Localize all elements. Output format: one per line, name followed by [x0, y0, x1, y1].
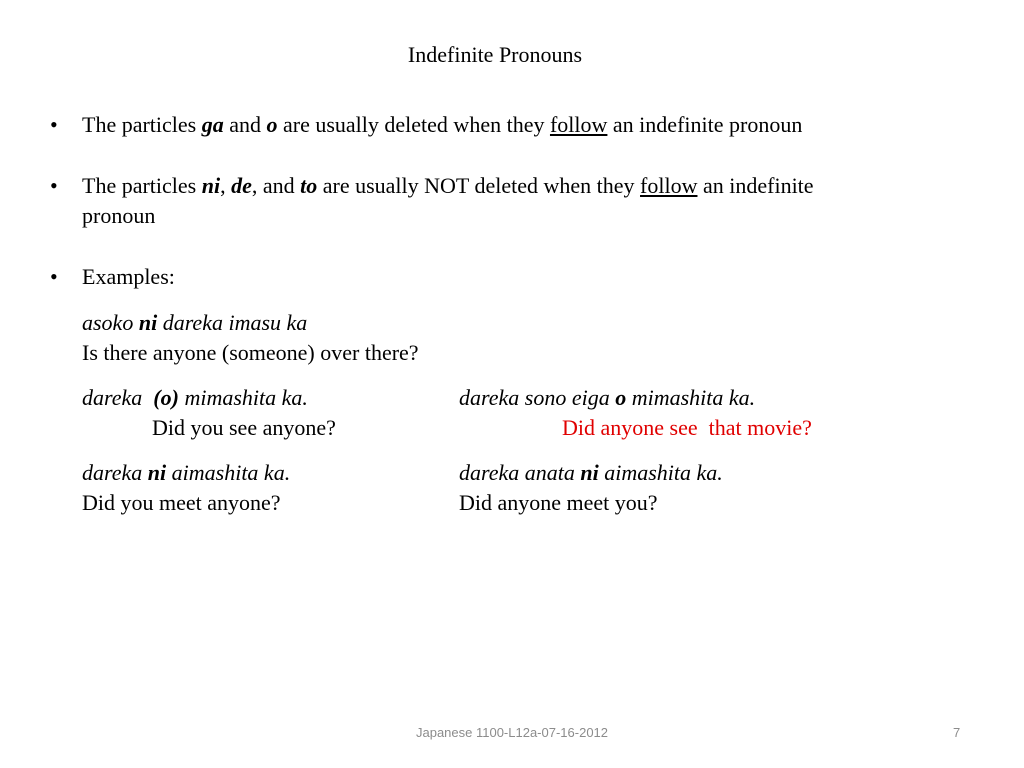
particle-to: to: [300, 173, 318, 198]
bullet-2-part-7: are usually NOT deleted when they: [317, 173, 641, 198]
bullet-1-text: [82, 110, 802, 140]
bullet-1-part-1: The particles: [82, 112, 202, 137]
ex2r-particle: o: [615, 385, 627, 410]
bullet-3-marker: •: [50, 264, 58, 289]
ex3l-particle: ni: [147, 460, 167, 485]
ex3l-jp-3: aimashita ka.: [166, 460, 291, 485]
slide-title: Indefinite Pronouns: [407, 42, 583, 67]
bullet-2-line-2: pronoun: [82, 203, 156, 228]
bullet-2-part-5: , and: [251, 173, 301, 198]
ex2r-jp-3: mimashita ka.: [626, 385, 756, 410]
ex3r-jp-1: dareka anata: [459, 460, 581, 485]
example-3-right-japanese: [459, 458, 723, 488]
example-2-right-japanese: [459, 383, 755, 413]
follow-underlined-2: follow: [640, 173, 698, 198]
follow-underlined: follow: [549, 112, 608, 137]
particle-de: de: [231, 173, 252, 198]
ex3l-jp-1: dareka: [82, 460, 148, 485]
ex3r-particle: ni: [580, 460, 599, 485]
ex2l-particle: (o): [153, 385, 179, 410]
example-1-english: Is there anyone (someone) over there?: [82, 340, 419, 365]
bullet-1-part-5: are usually deleted when they: [277, 112, 550, 137]
ex1-jp-3: dareka imasu ka: [157, 310, 308, 335]
bullet-2-line-1: [82, 171, 814, 201]
particle-ni: ni: [201, 173, 221, 198]
bullet-2-part-3: ,: [220, 173, 232, 198]
ex2l-jp-3: mimashita ka.: [178, 385, 308, 410]
ex3r-jp-3: aimashita ka.: [598, 460, 723, 485]
example-2-right-english: Did anyone see that movie?: [562, 415, 812, 440]
page-number: 7: [953, 725, 961, 740]
bullet-3-text: Examples:: [82, 264, 175, 289]
example-2-left-japanese: [82, 383, 308, 413]
bullet-2-part-1: The particles: [82, 173, 202, 198]
example-2-left-english: Did you see anyone?: [152, 415, 336, 440]
example-3-right-english: Did anyone meet you?: [459, 490, 658, 515]
bullet-1-part-7: an indefinite pronoun: [607, 112, 803, 137]
particle-ga: ga: [201, 112, 224, 137]
particle-o: o: [266, 112, 278, 137]
ex2l-jp-1: dareka: [82, 385, 154, 410]
bullet-2-part-9: an indefinite: [697, 173, 814, 198]
ex1-particle: ni: [138, 310, 158, 335]
ex1-jp-1: asoko: [82, 310, 139, 335]
bullet-1-part-3: and: [223, 112, 267, 137]
example-3-left-english: Did you meet anyone?: [82, 490, 281, 515]
example-3-left-japanese: [82, 458, 290, 488]
ex2r-jp-1: dareka sono eiga: [459, 385, 616, 410]
footer-label: Japanese 1100-L12a-07-16-2012: [415, 725, 609, 740]
bullet-1-marker: •: [50, 112, 58, 137]
example-1-japanese: [82, 308, 307, 338]
bullet-2-marker: •: [50, 173, 58, 198]
